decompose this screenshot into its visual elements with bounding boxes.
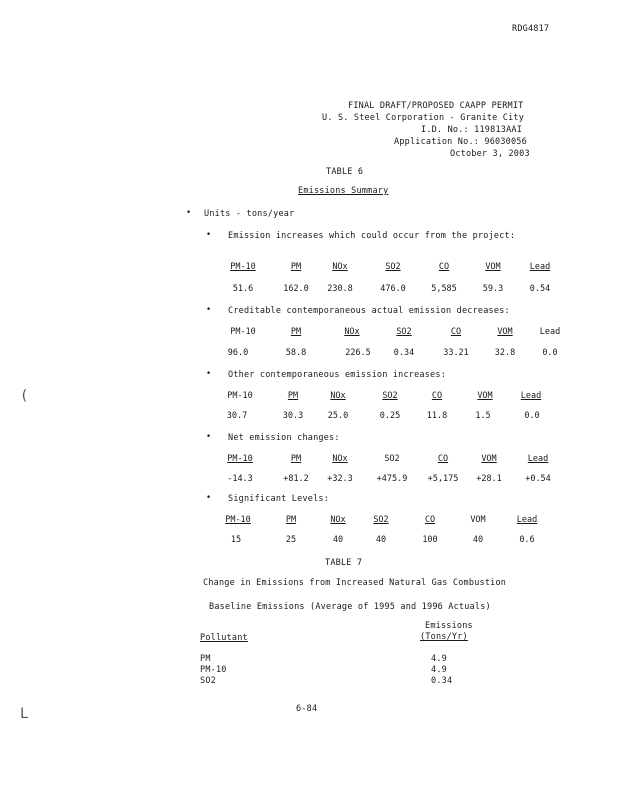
header-cell: SO2 — [384, 454, 400, 464]
header-cell: VOM — [481, 454, 497, 464]
header-cell: Lead — [520, 391, 542, 401]
section-1-label: Emission increases which could occur from the project: — [228, 231, 516, 241]
table6-units: Units - tons/year — [204, 209, 295, 219]
section-3-label: Other contemporaneous emission increases: — [228, 370, 447, 380]
table7-col-pollutant: Pollutant — [200, 633, 248, 643]
value-cell: 0.34 — [393, 348, 415, 358]
value-cell: 51.6 — [232, 284, 254, 294]
table7-subtitle: Change in Emissions from Increased Natural Gas Combustion — [203, 578, 507, 588]
document-id: RDG4817 — [512, 24, 550, 34]
header-cell: SO2 — [385, 262, 401, 272]
table7-row-value: 0.34 — [431, 676, 453, 686]
value-cell: +5,175 — [427, 474, 459, 484]
header-cell: NOx — [332, 454, 348, 464]
section-3-headers — [0, 391, 618, 403]
header-cell: SO2 — [373, 515, 389, 525]
table7-col-emissions-2: (Tons/Yr) — [420, 632, 468, 642]
value-cell: 1.5 — [475, 411, 491, 421]
value-cell: 33.21 — [443, 348, 469, 358]
section-4-values — [0, 474, 618, 486]
header-cell: Lead — [516, 515, 538, 525]
table7-row-pollutant: PM — [200, 654, 211, 664]
header-cell: Lead — [529, 262, 551, 272]
bullet-marker: • — [206, 432, 212, 442]
header-cell: NOx — [332, 262, 348, 272]
scan-mark: L — [20, 706, 29, 722]
value-cell: 100 — [422, 535, 438, 545]
section-5-values — [0, 535, 618, 547]
header-cell: PM-10 — [227, 454, 253, 464]
bullet-marker: • — [206, 369, 212, 379]
header-cell: VOM — [485, 262, 501, 272]
value-cell: +28.1 — [476, 474, 502, 484]
header-cell: VOM — [497, 327, 513, 337]
header-cell: NOx — [330, 391, 346, 401]
header-cell: Lead — [539, 327, 561, 337]
bullet-marker: • — [206, 493, 212, 503]
value-cell: 59.3 — [482, 284, 504, 294]
value-cell: 40 — [472, 535, 484, 545]
header-cell: Lead — [527, 454, 549, 464]
value-cell: 0.0 — [524, 411, 540, 421]
value-cell: 0.54 — [529, 284, 551, 294]
header-cell: PM — [287, 391, 299, 401]
section-1-values — [0, 284, 618, 296]
header-cell: VOM — [477, 391, 493, 401]
header-cell: CO — [424, 515, 436, 525]
value-cell: 25 — [285, 535, 297, 545]
header-cell: PM-10 — [230, 262, 256, 272]
value-cell: +0.54 — [525, 474, 551, 484]
table6-subtitle: Emissions Summary — [298, 186, 389, 196]
header-cell: VOM — [470, 515, 486, 525]
value-cell: 40 — [332, 535, 344, 545]
table7-row-value: 4.9 — [431, 665, 447, 675]
value-cell: 30.3 — [282, 411, 304, 421]
value-cell: 476.0 — [380, 284, 406, 294]
value-cell: 230.8 — [327, 284, 353, 294]
scan-mark: ( — [20, 388, 29, 404]
value-cell: 0.6 — [519, 535, 535, 545]
header-permit-title: FINAL DRAFT/PROPOSED CAAPP PERMIT — [348, 101, 524, 111]
section-5-label: Significant Levels: — [228, 494, 330, 504]
header-cell: PM-10 — [227, 391, 253, 401]
value-cell: 11.8 — [426, 411, 448, 421]
value-cell: +32.3 — [327, 474, 353, 484]
header-cell: NOx — [344, 327, 360, 337]
header-cell: CO — [437, 454, 449, 464]
page-number: 6-84 — [296, 704, 318, 714]
value-cell: 5,585 — [431, 284, 457, 294]
header-cell: PM-10 — [225, 515, 251, 525]
header-cell: CO — [438, 262, 450, 272]
section-2-values — [0, 348, 618, 360]
value-cell: +81.2 — [283, 474, 309, 484]
value-cell: 15 — [230, 535, 242, 545]
header-cell: PM — [290, 454, 302, 464]
header-cell: PM-10 — [230, 327, 256, 337]
header-cell: NOx — [330, 515, 346, 525]
header-cell: CO — [450, 327, 462, 337]
section-4-label: Net emission changes: — [228, 433, 340, 443]
value-cell: 40 — [375, 535, 387, 545]
value-cell: 0.0 — [542, 348, 558, 358]
section-3-values — [0, 411, 618, 423]
table7-title: TABLE 7 — [325, 558, 363, 568]
value-cell: 162.0 — [283, 284, 309, 294]
header-id-number: I.D. No.: 119813AAI — [421, 125, 523, 135]
table7-row-pollutant: PM-10 — [200, 665, 227, 675]
table6-title: TABLE 6 — [326, 167, 364, 177]
value-cell: 32.8 — [494, 348, 516, 358]
header-cell: PM — [290, 327, 302, 337]
bullet-marker: • — [206, 230, 212, 240]
bullet-marker: • — [186, 208, 192, 218]
header-company: U. S. Steel Corporation - Granite City — [322, 113, 525, 123]
value-cell: 30.7 — [226, 411, 248, 421]
header-date: October 3, 2003 — [450, 149, 530, 159]
table7-col-emissions-1: Emissions — [425, 621, 473, 631]
header-cell: SO2 — [382, 391, 398, 401]
value-cell: 96.0 — [227, 348, 249, 358]
section-2-label: Creditable contemporaneous actual emission decreases: — [228, 306, 510, 316]
table7-row-value: 4.9 — [431, 654, 447, 664]
section-2-headers — [0, 327, 618, 339]
value-cell: 25.0 — [327, 411, 349, 421]
header-cell: SO2 — [396, 327, 412, 337]
header-cell: PM — [290, 262, 302, 272]
bullet-marker: • — [206, 305, 212, 315]
section-1-headers — [0, 262, 618, 274]
section-4-headers — [0, 454, 618, 466]
table7-baseline: Baseline Emissions (Average of 1995 and 1996 Actuals) — [209, 602, 491, 612]
header-cell: PM — [285, 515, 297, 525]
value-cell: 0.25 — [379, 411, 401, 421]
table7-row-pollutant: SO2 — [200, 676, 216, 686]
value-cell: 58.8 — [285, 348, 307, 358]
header-cell: CO — [431, 391, 443, 401]
value-cell: 226.5 — [345, 348, 371, 358]
header-application-number: Application No.: 96030056 — [394, 137, 527, 147]
value-cell: +475.9 — [376, 474, 408, 484]
value-cell: -14.3 — [227, 474, 253, 484]
section-5-headers — [0, 515, 618, 527]
